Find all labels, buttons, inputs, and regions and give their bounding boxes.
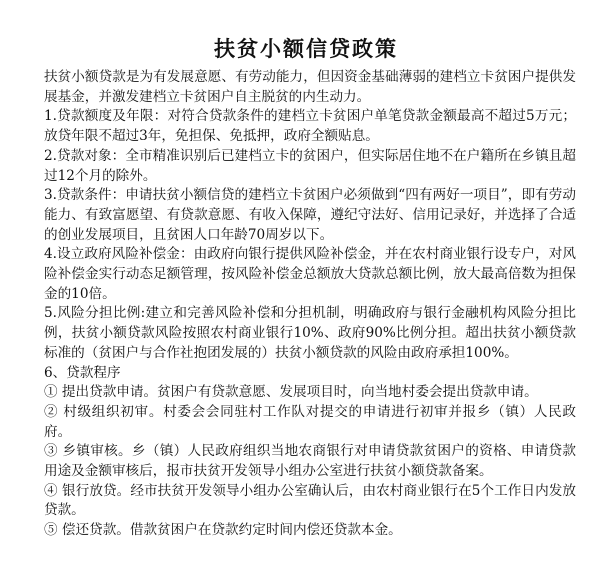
paragraph-intro: 扶贫小额贷款是为有发展意愿、有劳动能力，但因资金基础薄弱的建档立卡贫困户提供发展基金，并激发建档立卡贫困户自主脱贫的内生动力。 <box>44 69 576 105</box>
paragraph-step-repay: ⑤ 偿还贷款。借款贫困户在贷款约定时间内偿还贷款本金。 <box>44 522 402 539</box>
paragraph-step-township-review: ③ 乡镇审核。乡（镇）人民政府组织当地农商银行对申请贷款贫困户的资格、申请贷款用途及金额审核后，报市扶贫开发领导小组办公室进行扶贫小额贷款备案。 <box>44 443 576 480</box>
document-body <box>44 68 576 541</box>
paragraph-loan-amount: 1.贷款额度及年限：对符合贷款条件的建档立卡贫困户单笔贷款金额最高不超过5万元；放贷年限不超过3年，免担保、免抵押，政府全额贴息。 <box>44 108 576 145</box>
paragraph-step-apply: ① 提出贷款申请。贫困户有贷款意愿、发展项目时，向当地村委会提出贷款申请。 <box>44 384 538 401</box>
paragraph-step-village-review: ② 村级组织初审。村委会会同驻村工作队对提交的申请进行初审并报乡（镇）人民政府。 <box>44 403 576 440</box>
paragraph-loan-target: 2.贷款对象：全市精准识别后已建档立卡的贫困户，但实际居住地不在户籍所在乡镇且超过12个月的除外。 <box>44 147 576 184</box>
paragraph-risk-compensation: 4.设立政府风险补偿金：由政府向银行提供风险补偿金，并在农村商业银行设专户，对风险补偿金实行动态足额管理，按风险补偿金总额放大贷款总额比例，放大最高倍数为担保金的10倍。 <box>44 246 576 302</box>
paragraph-step-bank-loan: ④ 银行放贷。经市扶贫开发领导小组办公室确认后，由农村商业银行在5个工作日内发放贷款。 <box>44 482 576 519</box>
paragraph-risk-sharing: 5.风险分担比例:建立和完善风险补偿和分担机制，明确政府与银行金融机构风险分担比例，扶贫小额贷款风险按照农村商业银行10%、政府90%比例分担。超出扶贫小额贷款标准的（贫困户与合作社抱团发展的）扶贫小额贷款的风险由政府承担100%。 <box>44 305 577 361</box>
document-title: 扶贫小额信贷政策 <box>214 36 398 61</box>
paragraph-procedure-heading: 6、贷款程序 <box>44 364 121 381</box>
paragraph-loan-conditions: 3.贷款条件：申请扶贫小额信贷的建档立卡贫困户必须做到“四有两好一项目”，即有劳动能力、有致富愿望、有贷款意愿、有收入保障，遵纪守法好、信用记录好，并选择了合适的创业发展项目，且贫困人口年龄70周岁以下。 <box>44 187 576 243</box>
